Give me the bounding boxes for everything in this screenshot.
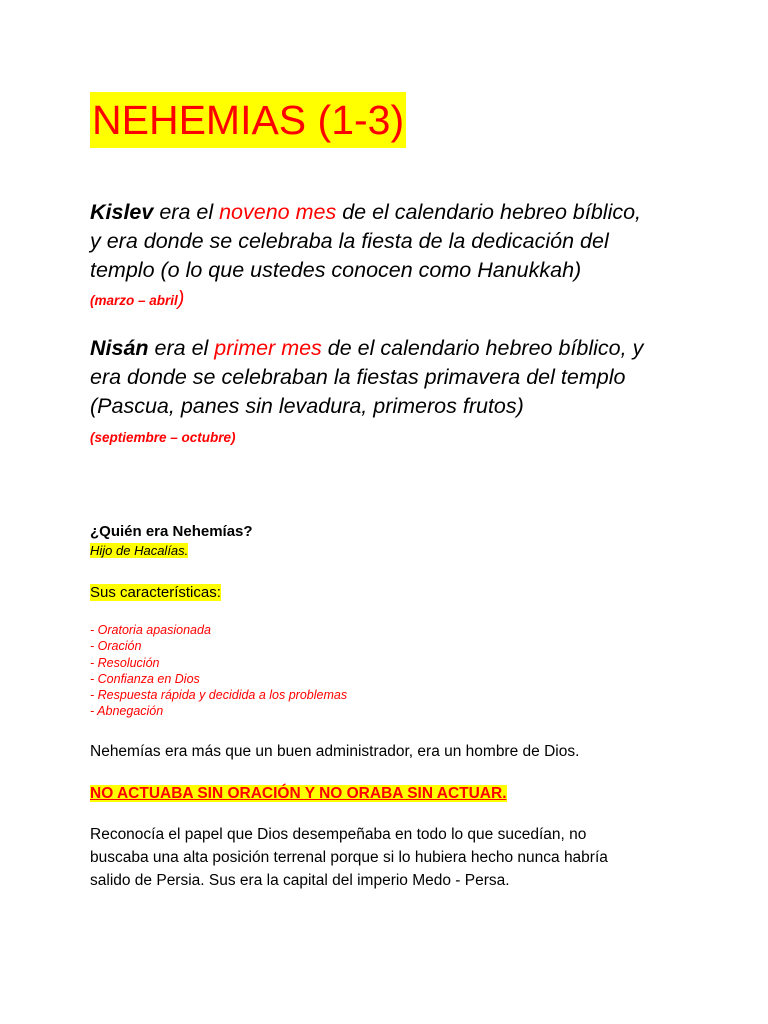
nisan-paragraph	[90, 334, 643, 450]
characteristics-heading: Sus características:	[90, 584, 221, 601]
kislev-line-2: y era donde se celebraba la fiesta de la dedicación del	[90, 229, 609, 253]
kislev-highlight: noveno mes	[219, 200, 337, 224]
kislev-paragraph	[90, 198, 641, 311]
banner: NO ACTUABA SIN ORACIÓN Y NO ORABA SIN ACTUAR.	[90, 785, 507, 802]
page-title: NEHEMIAS (1-3)	[90, 92, 406, 148]
kislev-line-3: templo (o lo que ustedes conocen como Hanukkah)	[90, 258, 582, 282]
list-item: - Resolución	[90, 655, 160, 670]
list-item: - Abnegación	[90, 704, 164, 719]
nisan-line-1-rest: de el calendario hebreo bíblico, y	[321, 336, 644, 360]
kislev-months-line	[90, 287, 641, 311]
who-answer: Hijo de Hacalías.	[90, 543, 189, 558]
kislev-line-1	[90, 198, 641, 227]
nisan-term: Nisán	[90, 336, 149, 360]
nisan-line-1	[90, 334, 643, 363]
closing-line-2: buscaba una alta posición terrenal porque si lo hubiera hecho nunca habría	[90, 849, 608, 866]
closing-line-1: Reconocía el papel que Dios desempeñaba en todo lo que sucedían, no	[90, 826, 587, 843]
characteristics-list	[90, 622, 347, 720]
closing-paragraph	[90, 823, 710, 892]
nisan-line-2: era donde se celebraban la fiestas primavera del templo	[90, 365, 626, 389]
closing-line-3: salido de Persia. Sus era la capital del imperio Medo - Persa.	[90, 872, 510, 889]
nisan-text: era el	[148, 336, 215, 360]
list-item: - Respuesta rápida y decidida a los problemas	[90, 688, 348, 703]
list-item: - Oración	[90, 639, 142, 654]
kislev-line-1-rest: de el calendario hebreo bíblico,	[336, 200, 642, 224]
who-question: ¿Quién era Nehemías?	[90, 523, 253, 540]
nisan-months-line	[90, 421, 643, 450]
nisan-highlight: primer mes	[214, 336, 322, 360]
kislev-text: era el	[153, 200, 220, 224]
nisan-line-3: (Pascua, panes sin levadura, primeros frutos)	[90, 394, 524, 418]
kislev-months: (marzo – abril	[90, 293, 178, 308]
statement: Nehemías era más que un buen administrador, era un hombre de Dios.	[90, 743, 580, 760]
nisan-months: (septiembre – octubre)	[90, 430, 236, 445]
kislev-months-bracket: )	[177, 288, 185, 310]
list-item: - Oratoria apasionada	[90, 623, 211, 637]
kislev-term: Kislev	[90, 200, 154, 224]
list-item: - Confianza en Dios	[90, 671, 200, 686]
